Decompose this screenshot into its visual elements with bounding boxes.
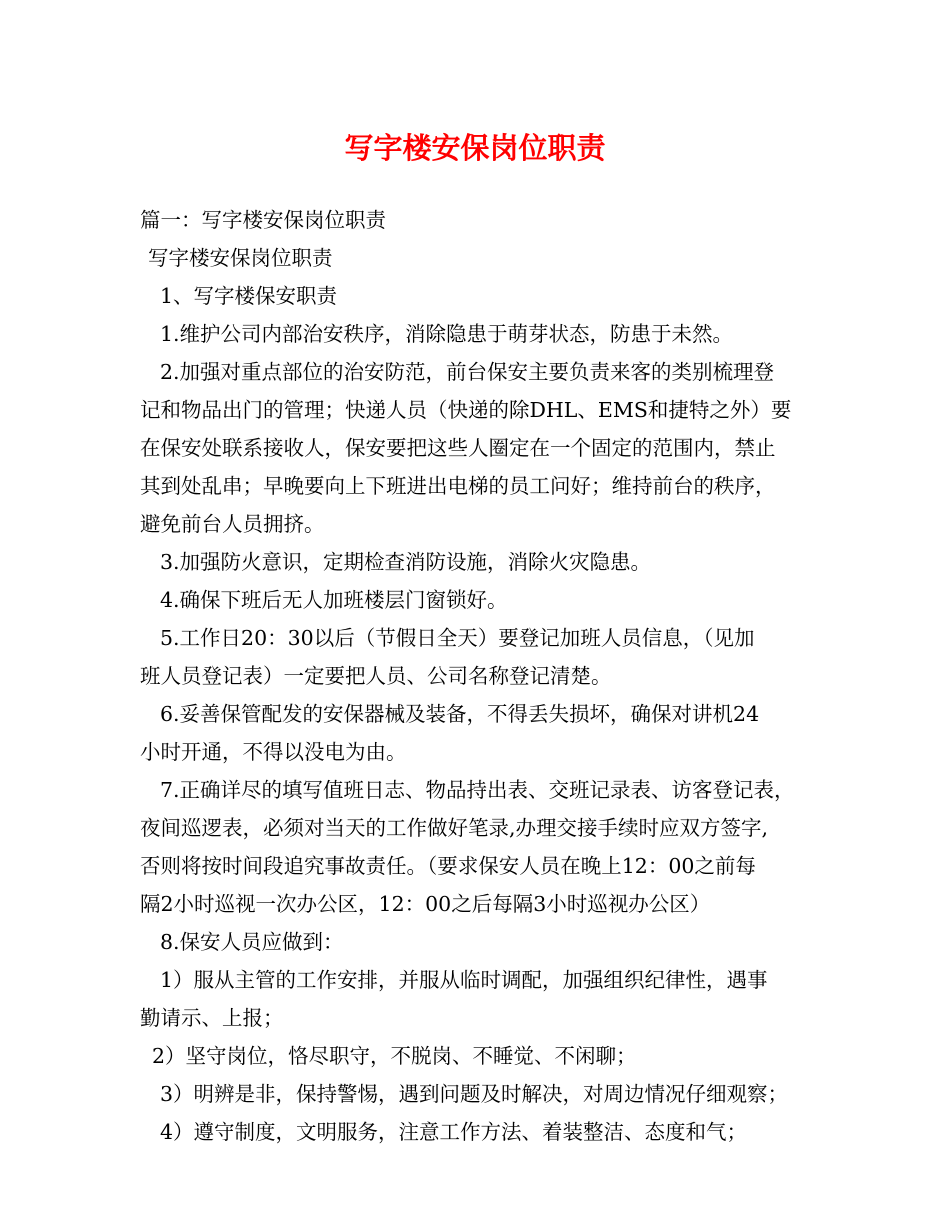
paragraph-line: 2.加强对重点部位的治安防范，前台保安主要负责来客的类别梳理登	[160, 360, 775, 384]
paragraph-line: 1）服从主管的工作安排，并服从临时调配，加强组织纪律性，遇事	[160, 968, 768, 992]
paragraph-line: 避免前台人员拥挤。	[140, 512, 325, 536]
paragraph-line: 在保安处联系接收人，保安要把这些人圈定在一个固定的范围内，禁止	[140, 436, 776, 460]
subtitle-line: 写字楼安保岗位职责	[148, 246, 333, 270]
paragraph-line: 4）遵守制度，文明服务，注意工作方法、着装整洁、态度和气；	[160, 1120, 748, 1144]
paragraph-line: 否则将按时间段追究事故责任。（要求保安人员在晚上12：00之前每	[140, 854, 756, 878]
paragraph-line: 3.加强防火意识，定期检查消防设施，消除火灾隐患。	[160, 550, 652, 574]
paragraph-line: 6.妥善保管配发的安保器械及装备，不得丢失损坏，确保对讲机24	[160, 702, 760, 726]
document-body	[140, 201, 830, 1151]
paragraph-line: 3）明辨是非，保持警惕，遇到问题及时解决，对周边情况仔细观察；	[160, 1082, 789, 1106]
paragraph-line: 8.保安人员应做到：	[160, 930, 344, 954]
paragraph-line: 其到处乱串；早晚要向上下班进出电梯的员工问好；维持前台的秩序，	[140, 474, 776, 498]
paragraph-line: 班人员登记表）一定要把人员、公司名称登记清楚。	[140, 664, 612, 688]
document-title: 写字楼安保岗位职责	[344, 131, 606, 165]
section-heading: 篇一：写字楼安保岗位职责	[140, 208, 386, 232]
paragraph-line: 勤请示、上报；	[140, 1006, 284, 1030]
paragraph-line: 记和物品出门的管理；快递人员（快递的除DHL、EMS和捷特之外）要	[140, 398, 792, 422]
paragraph-line: 7.正确详尽的填写值班日志、物品持出表、交班记录表、访客登记表，	[160, 778, 795, 802]
paragraph-line: 1.维护公司内部治安秩序，消除隐患于萌芽状态，防患于未然。	[160, 322, 734, 346]
paragraph-line: 5.工作日20：30以后（节假日全天）要登记加班人员信息，（见加	[160, 626, 755, 650]
subsection-heading: 1、写字楼保安职责	[160, 284, 338, 308]
paragraph-line: 隔2小时巡视一次办公区，12：00之后每隔3小时巡视办公区）	[140, 892, 711, 916]
paragraph-line: 小时开通，不得以没电为由。	[140, 740, 407, 764]
paragraph-line: 4.确保下班后无人加班楼层门窗锁好。	[160, 588, 508, 612]
paragraph-line: 2）坚守岗位，恪尽职守，不脱岗、不睡觉、不闲聊；	[152, 1044, 637, 1068]
paragraph-line: 夜间巡逻表，必须对当天的工作做好笔录,办理交接手续时应双方签字,	[140, 816, 769, 840]
